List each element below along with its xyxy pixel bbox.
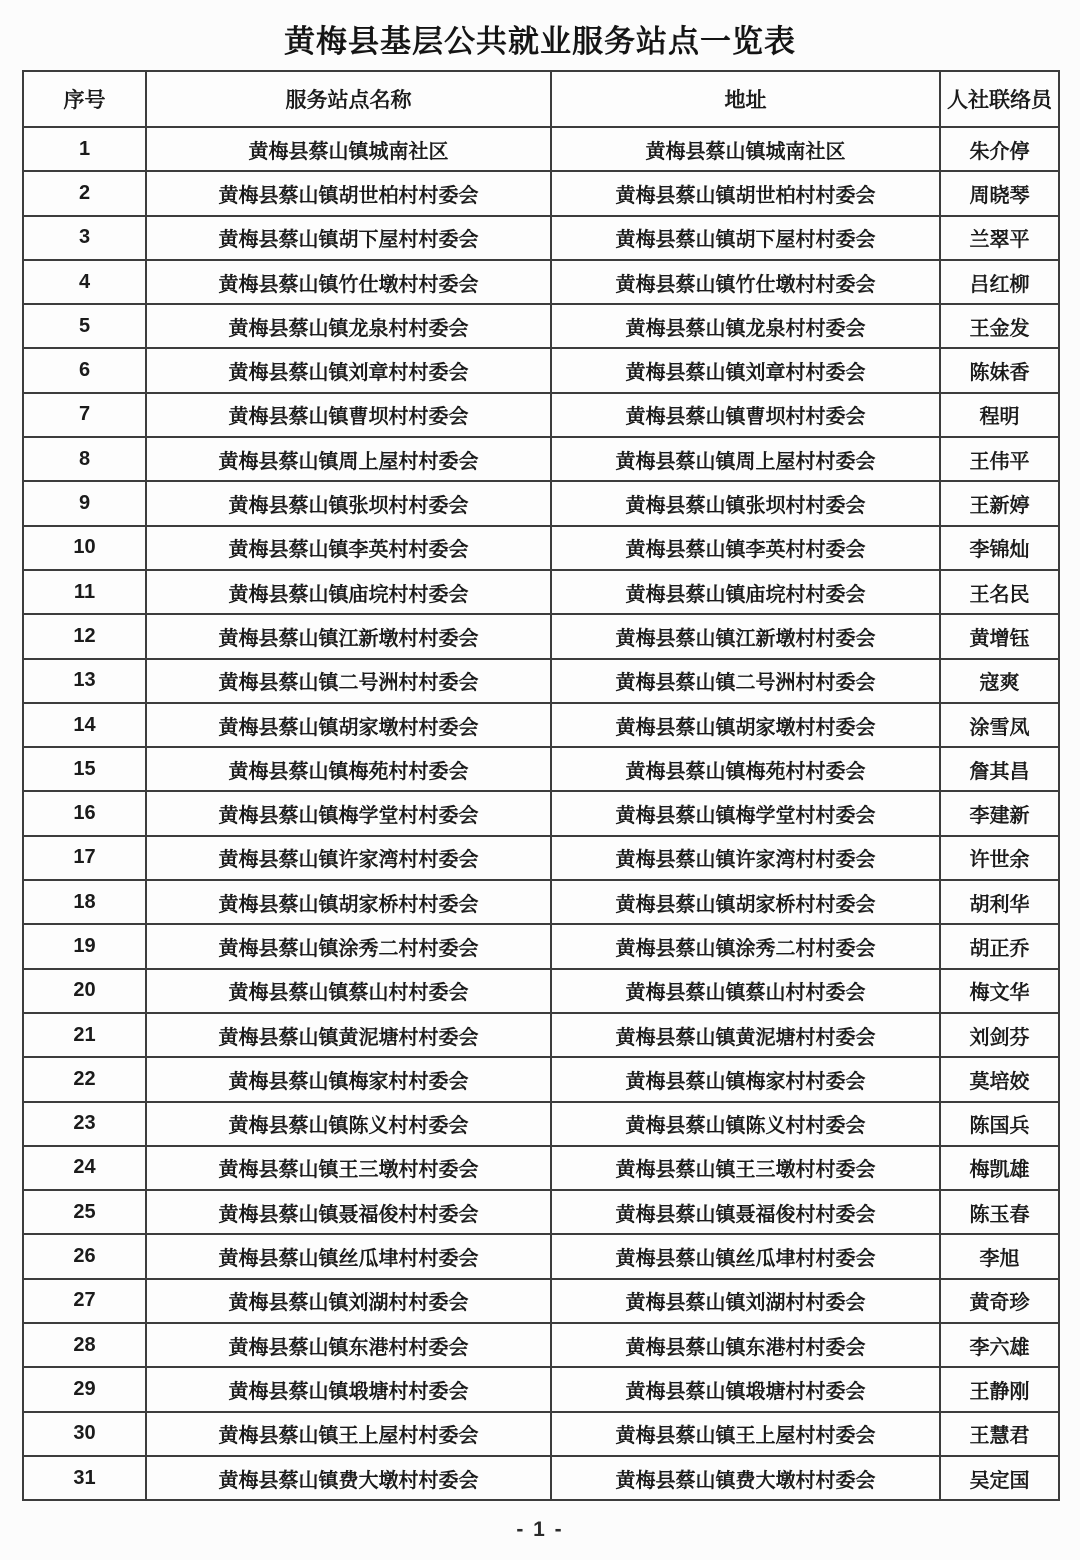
name-cell: 黄梅县蔡山镇竹仕墩村村委会: [146, 260, 551, 304]
address-cell: 黄梅县蔡山镇李英村村委会: [551, 526, 940, 570]
address-cell: 黄梅县蔡山镇刘湖村村委会: [551, 1279, 940, 1323]
table-row: [23, 437, 1059, 481]
table-row: [23, 1234, 1059, 1278]
table-row: [23, 659, 1059, 703]
name-cell: 黄梅县蔡山镇东港村村委会: [146, 1323, 551, 1367]
station-table-header: [23, 71, 1059, 127]
liaison-cell: 胡正乔: [940, 924, 1059, 968]
seq-cell: 16: [23, 791, 146, 835]
liaison-cell: 吕红柳: [940, 260, 1059, 304]
liaison-cell: 胡利华: [940, 880, 1059, 924]
table-row: [23, 348, 1059, 392]
name-cell: 黄梅县蔡山镇王三墩村村委会: [146, 1146, 551, 1190]
name-cell: 黄梅县蔡山镇陈义村村委会: [146, 1102, 551, 1146]
table-row: [23, 216, 1059, 260]
name-cell: 黄梅县蔡山镇城南社区: [146, 127, 551, 171]
name-cell: 黄梅县蔡山镇张坝村村委会: [146, 481, 551, 525]
name-cell: 黄梅县蔡山镇胡世柏村村委会: [146, 171, 551, 215]
table-row: [23, 924, 1059, 968]
liaison-cell: 王慧君: [940, 1412, 1059, 1456]
liaison-cell: 王金发: [940, 304, 1059, 348]
name-cell: 黄梅县蔡山镇胡家墩村村委会: [146, 703, 551, 747]
address-cell: 黄梅县蔡山镇梅苑村村委会: [551, 747, 940, 791]
seq-cell: 1: [23, 127, 146, 171]
table-row: [23, 836, 1059, 880]
liaison-cell: 李锦灿: [940, 526, 1059, 570]
table-row: [23, 1279, 1059, 1323]
address-cell: 黄梅县蔡山镇许家湾村村委会: [551, 836, 940, 880]
address-cell: 黄梅县蔡山镇江新墩村村委会: [551, 614, 940, 658]
seq-cell: 25: [23, 1190, 146, 1234]
liaison-cell: 李六雄: [940, 1323, 1059, 1367]
name-cell: 黄梅县蔡山镇胡家桥村村委会: [146, 880, 551, 924]
seq-cell: 29: [23, 1367, 146, 1411]
seq-cell: 23: [23, 1102, 146, 1146]
header-address: 地址: [551, 71, 940, 127]
liaison-cell: 许世余: [940, 836, 1059, 880]
seq-cell: 19: [23, 924, 146, 968]
liaison-cell: 兰翠平: [940, 216, 1059, 260]
seq-cell: 12: [23, 614, 146, 658]
table-row: [23, 1190, 1059, 1234]
liaison-cell: 陈国兵: [940, 1102, 1059, 1146]
address-cell: 黄梅县蔡山镇梅家村村委会: [551, 1057, 940, 1101]
seq-cell: 15: [23, 747, 146, 791]
liaison-cell: 寇爽: [940, 659, 1059, 703]
address-cell: 黄梅县蔡山镇王三墩村村委会: [551, 1146, 940, 1190]
address-cell: 黄梅县蔡山镇胡世柏村村委会: [551, 171, 940, 215]
header-seq: 序号: [23, 71, 146, 127]
seq-cell: 24: [23, 1146, 146, 1190]
liaison-cell: 李建新: [940, 791, 1059, 835]
table-row: [23, 969, 1059, 1013]
liaison-cell: 莫培姣: [940, 1057, 1059, 1101]
liaison-cell: 程明: [940, 393, 1059, 437]
seq-cell: 5: [23, 304, 146, 348]
table-row: [23, 747, 1059, 791]
address-cell: 黄梅县蔡山镇塅塘村村委会: [551, 1367, 940, 1411]
seq-cell: 22: [23, 1057, 146, 1101]
name-cell: 黄梅县蔡山镇许家湾村村委会: [146, 836, 551, 880]
name-cell: 黄梅县蔡山镇李英村村委会: [146, 526, 551, 570]
seq-cell: 7: [23, 393, 146, 437]
name-cell: 黄梅县蔡山镇梅苑村村委会: [146, 747, 551, 791]
table-row: [23, 127, 1059, 171]
seq-cell: 11: [23, 570, 146, 614]
table-row: [23, 481, 1059, 525]
address-cell: 黄梅县蔡山镇周上屋村村委会: [551, 437, 940, 481]
name-cell: 黄梅县蔡山镇梅学堂村村委会: [146, 791, 551, 835]
name-cell: 黄梅县蔡山镇龙泉村村委会: [146, 304, 551, 348]
address-cell: 黄梅县蔡山镇黄泥塘村村委会: [551, 1013, 940, 1057]
seq-cell: 31: [23, 1456, 146, 1500]
address-cell: 黄梅县蔡山镇刘章村村委会: [551, 348, 940, 392]
seq-cell: 27: [23, 1279, 146, 1323]
name-cell: 黄梅县蔡山镇梅家村村委会: [146, 1057, 551, 1101]
seq-cell: 4: [23, 260, 146, 304]
address-cell: 黄梅县蔡山镇王上屋村村委会: [551, 1412, 940, 1456]
name-cell: 黄梅县蔡山镇刘湖村村委会: [146, 1279, 551, 1323]
header-liaison: 人社联络员: [940, 71, 1059, 127]
table-row: [23, 260, 1059, 304]
address-cell: 黄梅县蔡山镇竹仕墩村村委会: [551, 260, 940, 304]
name-cell: 黄梅县蔡山镇丝瓜垏村村委会: [146, 1234, 551, 1278]
seq-cell: 18: [23, 880, 146, 924]
address-cell: 黄梅县蔡山镇蔡山村村委会: [551, 969, 940, 1013]
table-row: [23, 393, 1059, 437]
liaison-cell: 黄奇珍: [940, 1279, 1059, 1323]
address-cell: 黄梅县蔡山镇费大墩村村委会: [551, 1456, 940, 1500]
table-row: [23, 1323, 1059, 1367]
address-cell: 黄梅县蔡山镇张坝村村委会: [551, 481, 940, 525]
seq-cell: 14: [23, 703, 146, 747]
header-name: 服务站点名称: [146, 71, 551, 127]
name-cell: 黄梅县蔡山镇周上屋村村委会: [146, 437, 551, 481]
name-cell: 黄梅县蔡山镇费大墩村村委会: [146, 1456, 551, 1500]
name-cell: 黄梅县蔡山镇庙垸村村委会: [146, 570, 551, 614]
liaison-cell: 刘剑芬: [940, 1013, 1059, 1057]
seq-cell: 6: [23, 348, 146, 392]
address-cell: 黄梅县蔡山镇胡家桥村村委会: [551, 880, 940, 924]
address-cell: 黄梅县蔡山镇聂福俊村村委会: [551, 1190, 940, 1234]
liaison-cell: 朱介停: [940, 127, 1059, 171]
address-cell: 黄梅县蔡山镇胡下屋村村委会: [551, 216, 940, 260]
name-cell: 黄梅县蔡山镇涂秀二村村委会: [146, 924, 551, 968]
seq-cell: 8: [23, 437, 146, 481]
table-row: [23, 1456, 1059, 1500]
name-cell: 黄梅县蔡山镇蔡山村村委会: [146, 969, 551, 1013]
name-cell: 黄梅县蔡山镇塅塘村村委会: [146, 1367, 551, 1411]
name-cell: 黄梅县蔡山镇黄泥塘村村委会: [146, 1013, 551, 1057]
name-cell: 黄梅县蔡山镇胡下屋村村委会: [146, 216, 551, 260]
seq-cell: 26: [23, 1234, 146, 1278]
table-row: [23, 791, 1059, 835]
table-row: [23, 1412, 1059, 1456]
table-row: [23, 570, 1059, 614]
table-row: [23, 171, 1059, 215]
name-cell: 黄梅县蔡山镇江新墩村村委会: [146, 614, 551, 658]
seq-cell: 2: [23, 171, 146, 215]
liaison-cell: 涂雪凤: [940, 703, 1059, 747]
name-cell: 黄梅县蔡山镇聂福俊村村委会: [146, 1190, 551, 1234]
station-table-body: [23, 127, 1059, 1500]
page-number: - 1 -: [516, 1518, 564, 1541]
address-cell: 黄梅县蔡山镇龙泉村村委会: [551, 304, 940, 348]
table-row: [23, 1013, 1059, 1057]
address-cell: 黄梅县蔡山镇曹坝村村委会: [551, 393, 940, 437]
address-cell: 黄梅县蔡山镇庙垸村村委会: [551, 570, 940, 614]
page-title: 黄梅县基层公共就业服务站点一览表: [284, 24, 796, 59]
name-cell: 黄梅县蔡山镇刘章村村委会: [146, 348, 551, 392]
seq-cell: 9: [23, 481, 146, 525]
liaison-cell: 詹其昌: [940, 747, 1059, 791]
address-cell: 黄梅县蔡山镇涂秀二村村委会: [551, 924, 940, 968]
header-row: [23, 71, 1059, 127]
name-cell: 黄梅县蔡山镇二号洲村村委会: [146, 659, 551, 703]
table-row: [23, 1057, 1059, 1101]
liaison-cell: 梅凯雄: [940, 1146, 1059, 1190]
address-cell: 黄梅县蔡山镇二号洲村村委会: [551, 659, 940, 703]
liaison-cell: 黄增钰: [940, 614, 1059, 658]
name-cell: 黄梅县蔡山镇曹坝村村委会: [146, 393, 551, 437]
address-cell: 黄梅县蔡山镇梅学堂村村委会: [551, 791, 940, 835]
seq-cell: 28: [23, 1323, 146, 1367]
table-row: [23, 1367, 1059, 1411]
seq-cell: 20: [23, 969, 146, 1013]
seq-cell: 10: [23, 526, 146, 570]
table-row: [23, 703, 1059, 747]
seq-cell: 13: [23, 659, 146, 703]
address-cell: 黄梅县蔡山镇丝瓜垏村村委会: [551, 1234, 940, 1278]
station-table: [22, 70, 1060, 1501]
address-cell: 黄梅县蔡山镇城南社区: [551, 127, 940, 171]
liaison-cell: 陈玉春: [940, 1190, 1059, 1234]
table-row: [23, 1102, 1059, 1146]
liaison-cell: 吴定国: [940, 1456, 1059, 1500]
liaison-cell: 王新婷: [940, 481, 1059, 525]
liaison-cell: 李旭: [940, 1234, 1059, 1278]
seq-cell: 30: [23, 1412, 146, 1456]
address-cell: 黄梅县蔡山镇胡家墩村村委会: [551, 703, 940, 747]
seq-cell: 3: [23, 216, 146, 260]
address-cell: 黄梅县蔡山镇陈义村村委会: [551, 1102, 940, 1146]
seq-cell: 21: [23, 1013, 146, 1057]
table-row: [23, 304, 1059, 348]
table-row: [23, 880, 1059, 924]
liaison-cell: 王名民: [940, 570, 1059, 614]
name-cell: 黄梅县蔡山镇王上屋村村委会: [146, 1412, 551, 1456]
liaison-cell: 周晓琴: [940, 171, 1059, 215]
seq-cell: 17: [23, 836, 146, 880]
liaison-cell: 陈妹香: [940, 348, 1059, 392]
address-cell: 黄梅县蔡山镇东港村村委会: [551, 1323, 940, 1367]
table-row: [23, 1146, 1059, 1190]
liaison-cell: 王伟平: [940, 437, 1059, 481]
liaison-cell: 王静刚: [940, 1367, 1059, 1411]
table-row: [23, 614, 1059, 658]
table-row: [23, 526, 1059, 570]
liaison-cell: 梅文华: [940, 969, 1059, 1013]
